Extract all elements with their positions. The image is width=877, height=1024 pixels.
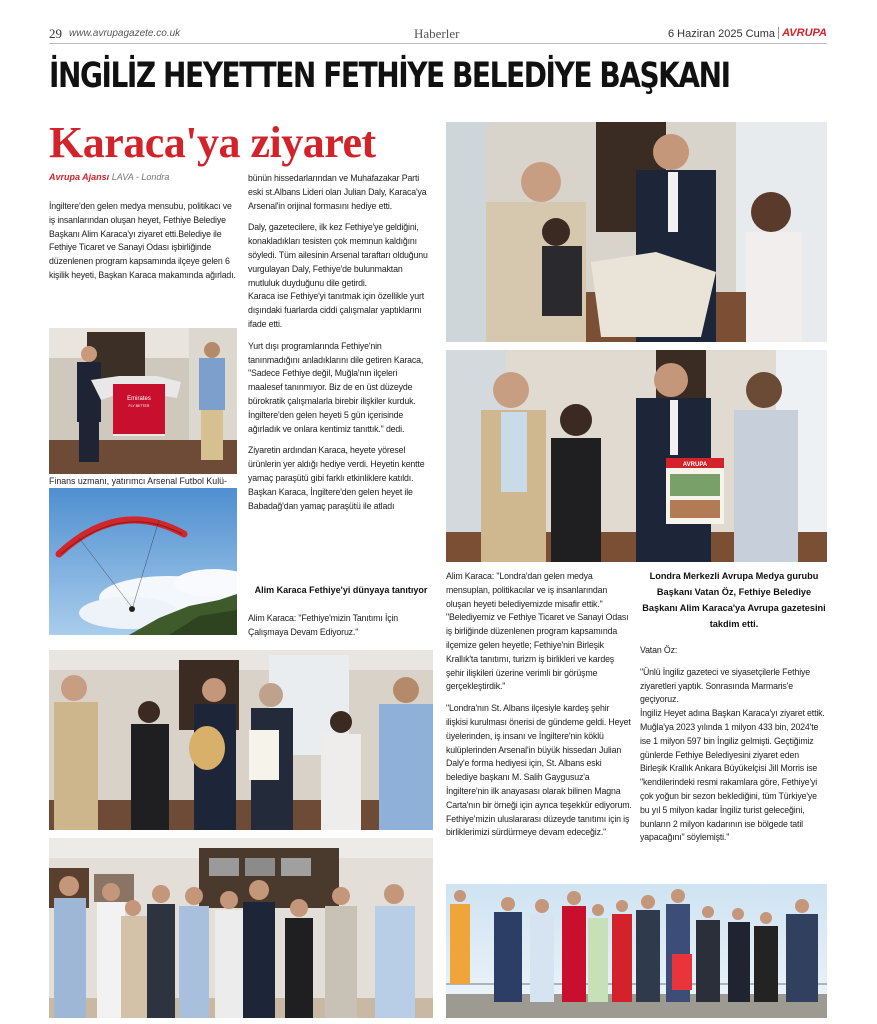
header-separator <box>778 27 779 39</box>
paragraph: Alim Karaca: "Fethiye'mizin Tanıtımı İçin Çalışmaya Devam Ediyoruz." <box>248 613 399 637</box>
paragraph: bünün hissedarlarından ve Muhafazakar Parti eski st.Albans Lideri olan Julian Daly, Karaca'ya Arsenal'in orijinal formasını hediye etti. <box>248 173 427 211</box>
paragraph: İngiltere'den gelen medya mensubu, politikacı ve iş insanlarından oluşan heyet, Fethiye Belediye Başkanı Alim Karaca'yı ziyaret etti.Belediye ile Fethiye Ticaret ve Sanayi Odası işbirliğinde düzenlenen program kapsamında ilçeye gelen 6 kişilik heyeti, Başkan Karaca makamında ağırladı. <box>49 201 236 280</box>
subheadline: Karaca'ya ziyaret <box>49 118 376 167</box>
paragraph: "Ünlü İngiliz gazeteci ve siyasetçilerle Fethiye ziyaretleri yaptık. Sonrasında Marmaris'e geçiyoruz. <box>640 666 810 705</box>
headline: İNGİLİZ HEYETTEN FETHİYE BELEDİYE BAŞKANI <box>49 56 730 96</box>
paragraph: İngiliz Heyet adına Başkan Karaca'yı ziyaret ettik. Muğla'ya 2023 yılında 1 milyon 433 bin, 2024'te ise 1 milyon 597 bin İngiliz gelmişti. Geçtiğimiz günlerde Fethiye Belediyesini ziyaret eden Birleşik Krallık Ankara Büyükelçisi Jill Morris ise "kendilerindeki resmi rakamlara göre, Fethiye'yi çok yoğun bir sezon beklediğini, tüm Türkiye'ye bu yıl 5 milyon kadar İngiliz turist geleceğini, bunların 2 milyon kadarının ise bölgede tatil yapacağını" söylemişti." <box>640 708 825 843</box>
column-3 <box>446 570 632 848</box>
inline-subtitle: Alim Karaca Fethiye'yi dünyaya tanıtıyor <box>254 585 428 595</box>
paragraph: Alim Karaca: "Londra'dan gelen medya mensuplan, politikacılar ve iş insanlarından oluşan heyeti belediyemizde misafir ettik." <box>446 571 608 609</box>
paragraph: Karaca ise Fethiye'yi tanıtmak için özellikle yurt dışındaki fuarlarda ciddi çalışmalar yaptıklarını ifade etti. <box>248 291 425 329</box>
paragraph: "Belediyemiz ve Fethiye Ticaret ve Sanayi Odası iş birliğinde düzenlenen program kapsamında ilçemize gelen heyetle; Fethiye'nin Birleşik Krallık'ta tanıtımı, turizm iş birlikleri ve kardeş şehir ilişkileri üzerine verimli bir görüşme gerçekleştirdik." <box>446 612 629 692</box>
byline <box>49 172 169 182</box>
photo-jersey-gift <box>49 328 237 474</box>
photo-outdoor-group <box>446 884 827 1018</box>
column-1 <box>49 200 237 291</box>
brand-name: AVRUPA <box>782 27 827 39</box>
paragraph: "Londra'nın St. Albans ilçesiyle kardeş şehir ilişkisi kurulması önerisi de gündeme geldi. Heyet üyelerinden, iş insanı ve İngiltere'nin köklü kulüplerinden Arsenal'in büyük hissedarı Julian Daly'e forma hediyesi için, St. Albans eski belediye başkanı M. Salih Gaygusuz'a İngiltere'nin ilk anayasası olarak bilinen Magna Carta'nın bir örneği için ayrıca teşekkür ediyorum. Fethiye'mizin uluslararası düzeyde tanıtımı için iş birliklerimizi sürdürmeye devam edeceğiz." <box>446 703 632 838</box>
byline-agency: Avrupa Ajansı <box>49 172 110 182</box>
jersey-sponsor-subtext: FLY BETTER <box>128 404 150 408</box>
photo-cutline: Londra Merkezli Avrupa Medya gurubu Başkanı Vatan Öz, Fethiye Belediye Başkanı Alim Karaca'ya Avrupa gazetesini takdim etti. <box>642 571 826 629</box>
section-name: Haberler <box>414 26 460 41</box>
column-2 <box>248 172 434 521</box>
paragraph: Yurt dışı programlarında Fethiye'nin tanınmadığını anladıklarını dile getiren Karaca, "Sadece Fethiye değil, Muğla'nın ilçeleri maalesef tanınmıyor. Biz de en üst düzeyde bürokratik çalışmalarla birebir ilişkiler kurduk. İngiltere'den gelen heyeti 5 gün içerisinde ağırladık ve onlara kentimiz tanıttık." dedi. <box>248 340 424 434</box>
paragraph: Vatan Öz: <box>640 645 678 655</box>
photo-towel-gift <box>446 122 827 342</box>
photo-certificate-group <box>49 650 433 830</box>
issue-date: 6 Haziran 2025 Cuma <box>667 28 775 40</box>
photo-caption: Finans uzmanı, yatırımcı Arsenal Futbol Kulü- <box>49 476 227 486</box>
paragraph: Ziyaretin ardından Karaca, heyete yöresel ürünlerin yer aldığı hediye verdi. Heyetin kentte yamaç paraşütü gibi farklı etkinliklere katıldı. Başkan Karaca, İngiltere'den gelen heyet ile Babadağ'dan yamaç paraşütü ile atladı <box>248 445 425 511</box>
photo-newspaper-gift <box>446 350 827 562</box>
photo-paraglider <box>49 488 237 635</box>
header-rule <box>49 43 827 44</box>
page-number: 29 <box>49 26 62 41</box>
photo-group-office <box>49 838 433 1018</box>
byline-place: LAVA - Londra <box>111 172 170 182</box>
site-url[interactable]: www.avrupagazete.co.uk <box>69 28 181 39</box>
jersey-sponsor-text: Emirates <box>127 396 151 402</box>
column-4 <box>640 644 828 853</box>
column-2-end <box>248 612 434 648</box>
newspaper-masthead-text: AVRUPA <box>682 462 708 468</box>
paragraph: Daly, gazetecilere, ilk kez Fethiye'ye geldiğini, konakladıkları tesisten çok memnun kaldığını söyledi. Tüm ailesinin Arsenal taraftarı olduğunu vurgulayan Daly, Fethiye'de bulunmaktan mutluluk duyduğunu dile getirdi. <box>248 222 428 288</box>
page-header <box>49 24 827 44</box>
